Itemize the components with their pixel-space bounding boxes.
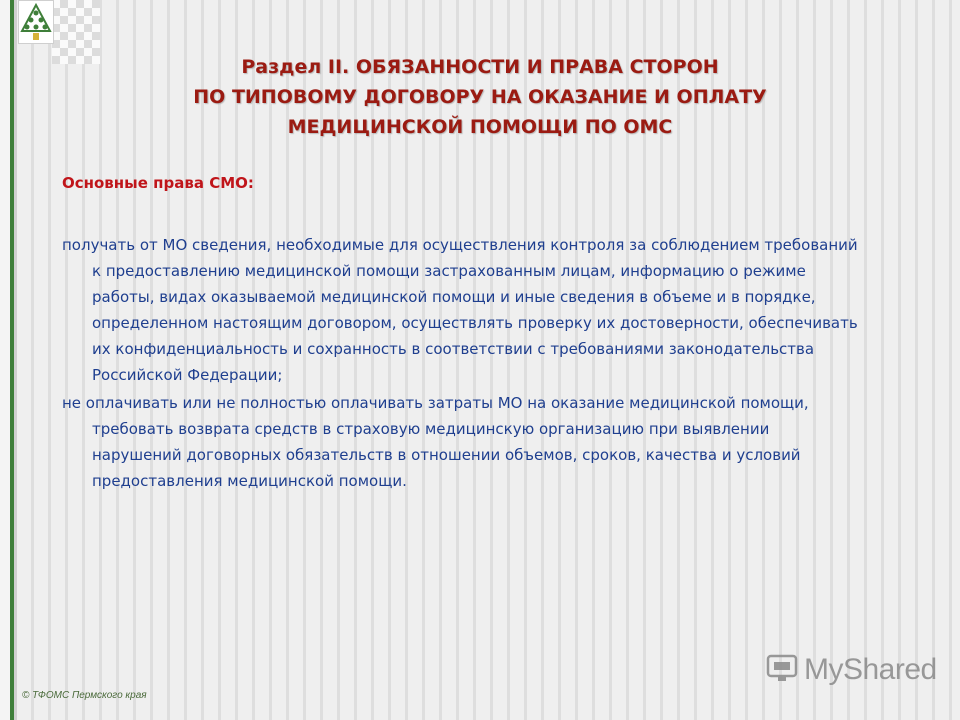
watermark <box>766 652 937 688</box>
title-line-3: МЕДИЦИНСКОЙ ПОМОЩИ ПО ОМС <box>287 116 673 138</box>
myshared-logo-icon <box>766 652 798 688</box>
title-line-2: ПО ТИПОВОМУ ДОГОВОРУ НА ОКАЗАНИЕ И ОПЛАТУ <box>193 86 767 108</box>
title-line-1: Раздел II. ОБЯЗАННОСТИ И ПРАВА СТОРОН <box>241 56 719 78</box>
left-rail-gray-line <box>14 0 17 720</box>
watermark-text: MyShared <box>804 653 937 686</box>
tfoms-logo-icon <box>18 0 54 44</box>
checker-pattern <box>52 0 100 64</box>
body-text <box>62 232 862 496</box>
left-rail <box>0 0 10 720</box>
page-title <box>100 52 860 142</box>
paragraph-1: получать от МО сведения, необходимые для осуществления контроля за соблюдением требований к предоставлению медицинской помощи застрахованным лицам, информацию о режиме работы, видах оказываемой медицинской помощи и иные сведения в объеме и в порядке, определенном настоящим договором, осуществлять проверку их достоверности, обеспечивать их конфиденциальность и сохранность в соответствии с требованиями законодательства Российской Федерации; <box>62 236 858 384</box>
paragraph-2: не оплачивать или не полностью оплачивать затраты МО на оказание медицинской помощи, требовать возврата средств в страховую медицинскую организацию при выявлении нарушений договорных обязательств в отношении объемов, сроков, качества и условий предоставления медицинской помощи. <box>62 394 809 490</box>
footer-copyright: © ТФОМС Пермского края <box>22 690 147 701</box>
subheading: Основные права СМО: <box>62 174 254 192</box>
